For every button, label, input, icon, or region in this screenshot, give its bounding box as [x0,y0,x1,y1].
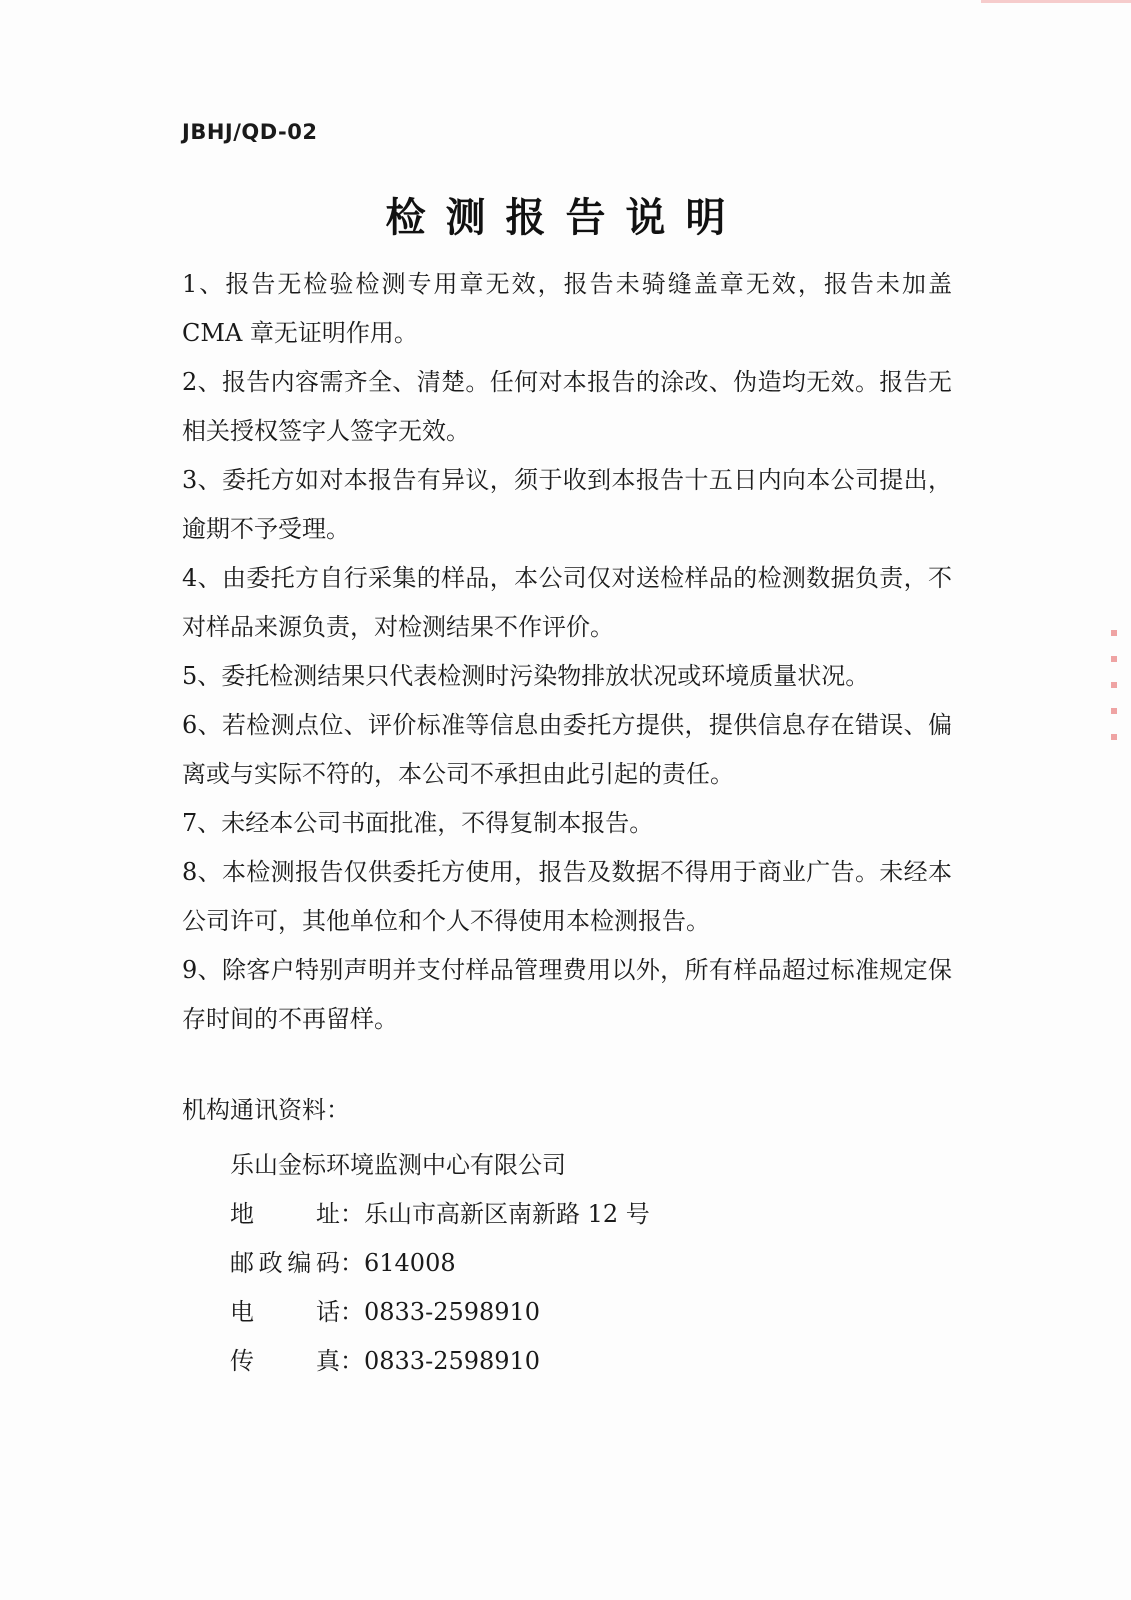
contact-section [182,1086,882,1386]
note-item: 7、未经本公司书面批准，不得复制本报告。 [182,809,654,837]
seam-stamp-edge [1111,630,1117,740]
address-label: 地址 [230,1200,340,1228]
note-item: 2、报告内容需齐全、清楚。任何对本报告的涂改、伪造均无效。报告无相关授权签字人签字无效。 [182,368,952,445]
phone-colon: ： [340,1298,364,1326]
postcode-row [230,1239,882,1288]
note-item: 8、本检测报告仅供委托方使用，报告及数据不得用于商业广告。未经本公司许可，其他单位和个人不得使用本检测报告。 [182,858,952,935]
note-item: 5、委托检测结果只代表检测时污染物排放状况或环境质量状况。 [182,662,870,690]
phone-row [230,1288,882,1337]
contact-heading: 机构通讯资料： [182,1096,350,1124]
fax-label: 传真 [230,1347,340,1375]
page-title: 检测报告说明 [385,195,746,241]
note-item: 4、由委托方自行采集的样品，本公司仅对送检样品的检测数据负责，不对样品来源负责，对检测结果不作评价。 [182,564,952,641]
postcode-label: 邮政编码 [230,1249,340,1277]
phone-label: 电话 [230,1298,340,1326]
company-name: 乐山金标环境监测中心有限公司 [230,1151,566,1179]
scan-edge-mark [981,0,1131,3]
fax-row [230,1337,882,1386]
fax-value: 0833-2598910 [364,1347,541,1375]
notes-list [182,260,952,1044]
postcode-value: 614008 [364,1249,456,1277]
contact-details [230,1141,882,1386]
note-item: 9、除客户特别声明并支付样品管理费用以外，所有样品超过标准规定保存时间的不再留样。 [182,956,952,1033]
note-item: 3、委托方如对本报告有异议，须于收到本报告十五日内向本公司提出，逾期不予受理。 [182,466,952,543]
form-code: JBHJ/QD-02 [182,120,318,144]
address-row [230,1190,882,1239]
address-colon: ： [340,1200,364,1228]
address-value: 乐山市高新区南新路 12 号 [364,1200,650,1228]
note-item: 1、报告无检验检测专用章无效，报告未骑缝盖章无效，报告未加盖CMA 章无证明作用。 [182,270,952,347]
phone-value: 0833-2598910 [364,1298,541,1326]
note-item: 6、若检测点位、评价标准等信息由委托方提供，提供信息存在错误、偏离或与实际不符的，本公司不承担由此引起的责任。 [182,711,952,788]
fax-colon: ： [340,1347,364,1375]
postcode-colon: ： [340,1249,364,1277]
